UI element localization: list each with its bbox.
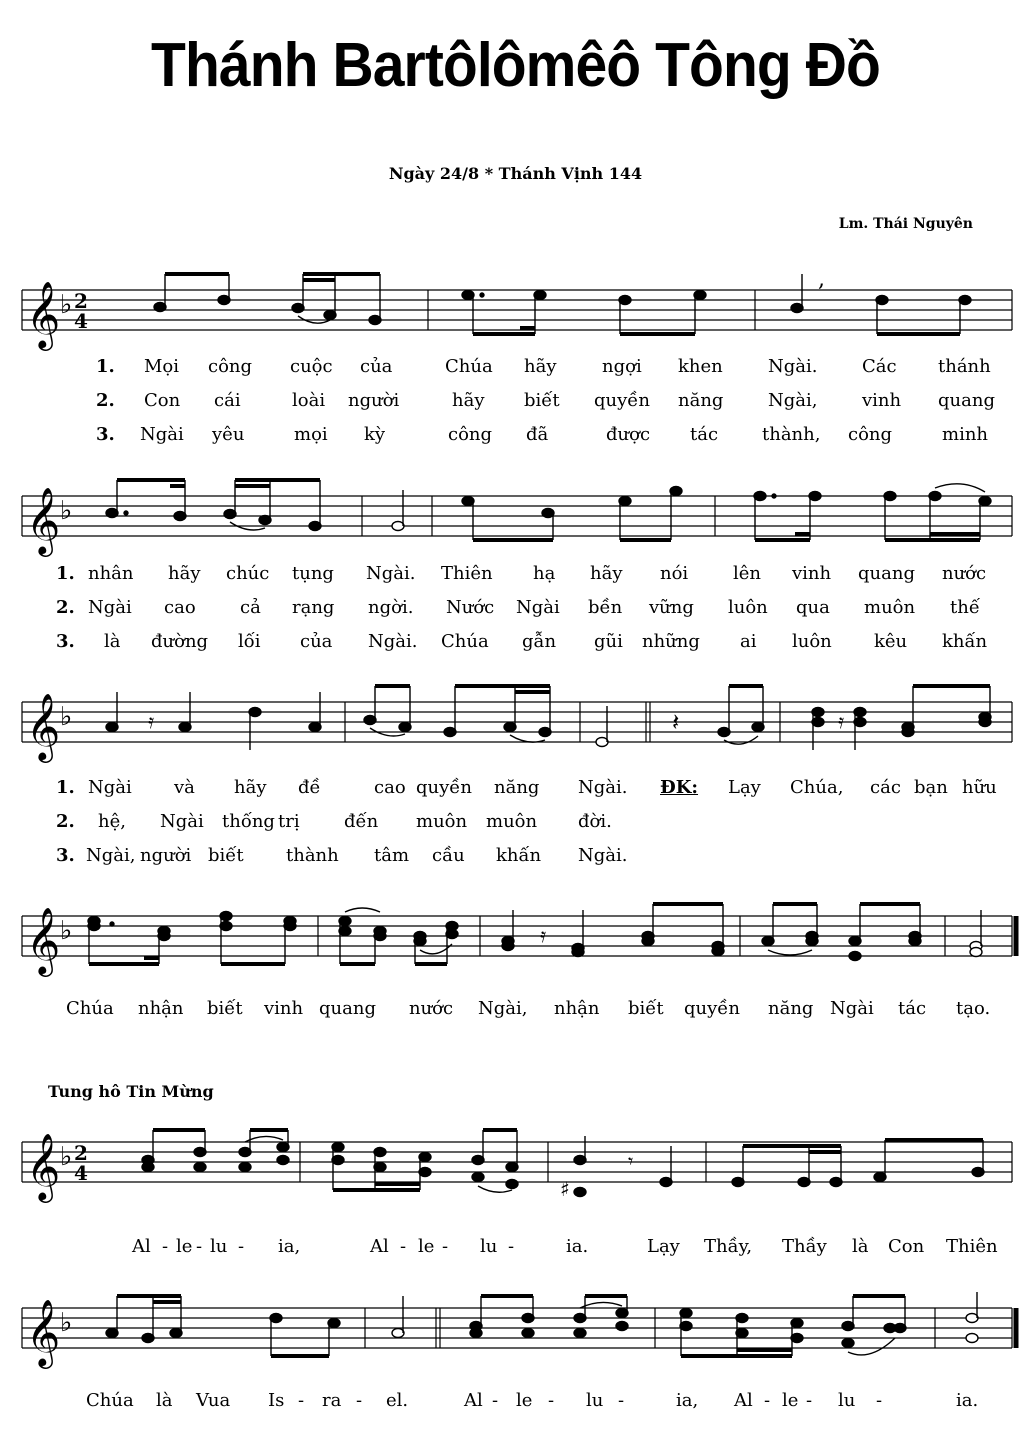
svg-text:4: 4 <box>74 1161 88 1185</box>
staff-acclamation-1 <box>0 1112 1031 1232</box>
svg-text:4: 4 <box>74 309 88 333</box>
staff-system-3 <box>0 672 1031 792</box>
lyric-line-4-1: Chúa nhận biết vinh quang nước Ngài, nhận biết quyền năng Ngài tác tạo. <box>66 998 991 1019</box>
treble-clef-icon: 𝄞 <box>26 1298 61 1366</box>
lyric-line-3-3: 3. Ngài, người biết thành tâm cầu khấn Ngài. <box>56 845 628 866</box>
section-heading: Tung hô Tin Mừng <box>48 1082 214 1101</box>
lyric-line-3-2: 2. hệ, Ngài thống trị đến muôn muôn đời. <box>56 811 612 832</box>
svg-text:𝄿: 𝄿 <box>838 709 845 733</box>
staff-system-4 <box>0 886 1031 1006</box>
svg-text:𝄽: 𝄽 <box>672 708 680 736</box>
svg-text:♭: ♭ <box>60 290 73 320</box>
lyric-line-3-1: 1. Ngài và hãy đề cao quyền năng Ngài. ĐK: Lạy Chúa, các bạn hữu <box>56 777 997 798</box>
treble-clef-icon: 𝄞 <box>26 1132 61 1200</box>
svg-text:𝄾: 𝄾 <box>628 1149 634 1173</box>
lyric-line-2-2: 2. Ngài cao cả rạng ngời. Nước Ngài bền vững luôn qua muôn thế <box>56 597 980 618</box>
lyric-line-1-3: 3. Ngài yêu mọi kỳ công đã được tác thành, công minh <box>96 424 989 445</box>
page-subtitle: Ngày 24/8 * Thánh Vịnh 144 <box>388 164 643 183</box>
svg-text:𝄿: 𝄿 <box>540 923 547 947</box>
acclamation-lyric-2: Chúa là Vua Is - ra - el. Al - le - lu - ia, Al - le - lu - ia. <box>86 1390 979 1411</box>
svg-text:,: , <box>818 267 825 292</box>
svg-text:𝄿: 𝄿 <box>148 709 155 733</box>
page-title: Thánh Bartôlômêô Tông Đồ <box>151 31 880 100</box>
treble-clef-icon: 𝄞 <box>26 692 61 760</box>
svg-text:♭: ♭ <box>60 496 73 526</box>
treble-clef-icon: 𝄞 <box>26 280 61 348</box>
svg-text:2: 2 <box>74 1141 88 1165</box>
lyric-line-2-1: 1. nhân hãy chúc tụng Ngài. Thiên hạ hãy nói lên vinh quang nước <box>56 563 987 584</box>
svg-text:♭: ♭ <box>60 702 73 732</box>
svg-text:♯: ♯ <box>560 1177 570 1201</box>
svg-text:♭: ♭ <box>60 1142 73 1172</box>
staff-acclamation-2 <box>0 1278 1031 1398</box>
svg-text:2: 2 <box>74 289 88 313</box>
treble-clef-icon: 𝄞 <box>26 906 61 974</box>
treble-clef-icon: 𝄞 <box>26 486 61 554</box>
svg-text:♭: ♭ <box>60 1308 73 1338</box>
lyric-line-1-1: 1. Mọi công cuộc của Chúa hãy ngợi khen Ngài. Các thánh <box>96 356 991 377</box>
composer: Lm. Thái Nguyên <box>838 216 973 232</box>
acclamation-lyric-1: Al - le - lu - ia, Al - le - lu - ia. Lạy Thầy, Thầy là Con Thiên <box>132 1236 998 1257</box>
lyric-line-2-3: 3. là đường lối của Ngài. Chúa gẫn gũi những ai luôn kêu khấn <box>56 631 988 652</box>
svg-text:♭: ♭ <box>60 916 73 946</box>
lyric-line-1-2: 2. Con cái loài người hãy biết quyền năng Ngài, vinh quang <box>96 390 995 411</box>
